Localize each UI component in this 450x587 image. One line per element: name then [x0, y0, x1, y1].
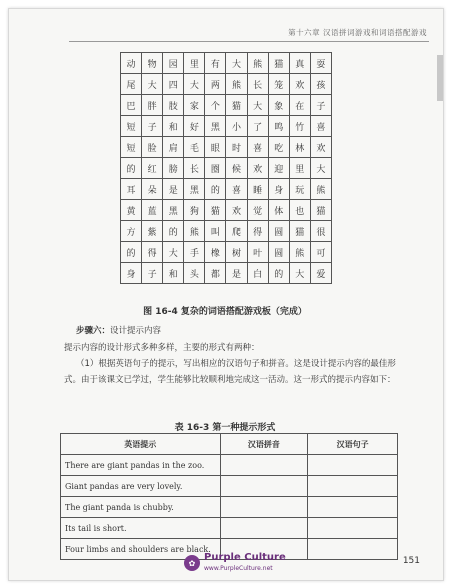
grid-cell: 身 — [268, 179, 289, 200]
grid-cell: 物 — [142, 53, 163, 74]
grid-cell: 猫 — [289, 221, 310, 242]
grid-cell: 喜 — [247, 137, 268, 158]
grid-cell: 喜 — [310, 116, 331, 137]
grid-cell: 很 — [310, 221, 331, 242]
grid-cell: 欢 — [310, 137, 331, 158]
table-row — [61, 497, 398, 518]
grid-cell: 眼 — [205, 137, 226, 158]
grid-cell: 爱 — [310, 263, 331, 284]
grid-cell: 圆 — [268, 221, 289, 242]
grid-cell: 身 — [121, 263, 142, 284]
grid-cell: 两 — [205, 74, 226, 95]
grid-cell: 猫 — [205, 200, 226, 221]
grid-cell: 欢 — [289, 74, 310, 95]
grid-cell: 得 — [247, 221, 268, 242]
grid-cell: 熊 — [226, 74, 247, 95]
grid-cell: 熊 — [310, 179, 331, 200]
grid-cell: 巴 — [121, 95, 142, 116]
table-row — [61, 518, 398, 539]
grid-cell: 黑 — [163, 200, 184, 221]
grid-cell: 手 — [184, 242, 205, 263]
grid-cell: 长 — [184, 158, 205, 179]
grid-cell: 可 — [310, 242, 331, 263]
paragraph-2: （1）根据英语句子的提示，写出相应的汉语句子和拼音。这是设计提示内容的最佳形式。由于该课文已学过，学生能够比较顺利地完成这一活动。这一形式的提示内容如下： — [64, 359, 396, 385]
grid-cell: 耍 — [310, 53, 331, 74]
english-hint: Its tail is short. — [61, 518, 221, 539]
header-rule — [69, 41, 429, 42]
chinese-cell — [308, 455, 398, 476]
grid-cell: 的 — [163, 221, 184, 242]
hint-table-header-row — [61, 434, 398, 455]
grid-cell: 毛 — [184, 137, 205, 158]
grid-cell: 耳 — [121, 179, 142, 200]
word-grid — [120, 52, 332, 284]
grid-cell: 鸣 — [268, 116, 289, 137]
grid-cell: 叶 — [247, 242, 268, 263]
grid-cell: 方 — [121, 221, 142, 242]
pinyin-cell — [220, 455, 308, 476]
grid-cell: 和 — [163, 116, 184, 137]
header-chinese: 汉语句子 — [308, 434, 398, 455]
chapter-tab — [437, 55, 443, 101]
logo-url: www.PurpleCulture.net — [204, 565, 273, 572]
grid-cell: 喜 — [226, 179, 247, 200]
logo-icon: ✿ — [184, 555, 200, 571]
grid-cell: 家 — [184, 95, 205, 116]
grid-row — [121, 116, 332, 137]
grid-cell: 林 — [289, 137, 310, 158]
grid-row — [121, 158, 332, 179]
grid-cell: 猫 — [310, 200, 331, 221]
watermark-logo — [184, 552, 286, 574]
grid-cell: 圈 — [205, 158, 226, 179]
grid-cell: 肢 — [163, 95, 184, 116]
running-head: 第十六章 汉语拼词游戏和词语搭配游戏 — [288, 28, 427, 37]
grid-cell: 真 — [289, 53, 310, 74]
grid-cell: 迎 — [268, 158, 289, 179]
step-heading — [76, 324, 161, 336]
chinese-cell — [308, 476, 398, 497]
grid-cell: 熊 — [247, 53, 268, 74]
grid-cell: 大 — [184, 74, 205, 95]
grid-cell: 笼 — [268, 74, 289, 95]
grid-cell: 和 — [163, 263, 184, 284]
header-english: 英语提示 — [61, 434, 221, 455]
grid-cell: 得 — [142, 242, 163, 263]
grid-cell: 象 — [268, 95, 289, 116]
grid-cell: 的 — [268, 263, 289, 284]
grid-cell: 是 — [226, 263, 247, 284]
figure-caption: 图 16-4 复杂的词语搭配游戏板（完成） — [143, 307, 307, 317]
grid-row — [121, 263, 332, 284]
grid-cell: 黄 — [121, 200, 142, 221]
grid-row — [121, 53, 332, 74]
grid-cell: 好 — [184, 116, 205, 137]
grid-cell: 个 — [205, 95, 226, 116]
grid-cell: 熊 — [184, 221, 205, 242]
chinese-cell — [308, 539, 398, 560]
grid-cell: 狗 — [184, 200, 205, 221]
grid-cell: 有 — [205, 53, 226, 74]
grid-cell: 树 — [226, 242, 247, 263]
grid-cell: 动 — [121, 53, 142, 74]
table-row — [61, 455, 398, 476]
grid-cell: 时 — [226, 137, 247, 158]
grid-cell: 爬 — [226, 221, 247, 242]
grid-cell: 大 — [142, 74, 163, 95]
grid-cell: 黑 — [184, 179, 205, 200]
grid-cell: 都 — [205, 263, 226, 284]
step-label: 步骤六： — [76, 326, 111, 336]
grid-cell: 长 — [247, 74, 268, 95]
table-row — [61, 476, 398, 497]
grid-row — [121, 200, 332, 221]
grid-cell: 子 — [142, 263, 163, 284]
grid-cell: 里 — [184, 53, 205, 74]
grid-cell: 大 — [310, 158, 331, 179]
grid-cell: 在 — [289, 95, 310, 116]
grid-cell: 猫 — [226, 95, 247, 116]
hint-table — [60, 433, 398, 560]
grid-cell: 玩 — [289, 179, 310, 200]
grid-cell: 大 — [226, 53, 247, 74]
grid-cell: 竹 — [289, 116, 310, 137]
grid-cell: 欢 — [247, 158, 268, 179]
grid-cell: 的 — [121, 158, 142, 179]
grid-cell: 的 — [205, 179, 226, 200]
grid-cell: 紫 — [142, 221, 163, 242]
grid-cell: 脸 — [142, 137, 163, 158]
step-text: 设计提示内容 — [110, 326, 162, 336]
grid-row — [121, 221, 332, 242]
pinyin-cell — [220, 518, 308, 539]
grid-cell: 短 — [121, 116, 142, 137]
grid-cell: 欢 — [226, 200, 247, 221]
grid-row — [121, 137, 332, 158]
grid-cell: 叫 — [205, 221, 226, 242]
grid-cell: 的 — [121, 242, 142, 263]
grid-cell: 朵 — [142, 179, 163, 200]
grid-cell: 觉 — [247, 200, 268, 221]
grid-row — [121, 242, 332, 263]
grid-cell: 白 — [247, 263, 268, 284]
logo-name: Purple Culture — [204, 552, 286, 563]
grid-row — [121, 95, 332, 116]
grid-cell: 体 — [268, 200, 289, 221]
grid-cell: 红 — [142, 158, 163, 179]
grid-row — [121, 179, 332, 200]
grid-cell: 大 — [163, 242, 184, 263]
grid-cell: 大 — [289, 263, 310, 284]
chinese-cell — [308, 518, 398, 539]
grid-cell: 短 — [121, 137, 142, 158]
pinyin-cell — [220, 476, 308, 497]
grid-cell: 四 — [163, 74, 184, 95]
grid-cell: 园 — [163, 53, 184, 74]
grid-cell: 睡 — [247, 179, 268, 200]
grid-cell: 候 — [226, 158, 247, 179]
grid-cell: 圆 — [268, 242, 289, 263]
grid-cell: 大 — [247, 95, 268, 116]
grid-cell: 是 — [163, 179, 184, 200]
english-hint: Giant pandas are very lovely. — [61, 476, 221, 497]
header-pinyin: 汉语拼音 — [220, 434, 308, 455]
grid-cell: 膀 — [163, 158, 184, 179]
pinyin-cell — [220, 497, 308, 518]
chinese-cell — [308, 497, 398, 518]
english-hint: There are giant pandas in the zoo. — [61, 455, 221, 476]
page-number: 151 — [402, 556, 420, 566]
grid-cell: 胖 — [142, 95, 163, 116]
english-hint: Four limbs and shoulders are black. — [61, 539, 221, 560]
grid-cell: 尾 — [121, 74, 142, 95]
grid-row — [121, 74, 332, 95]
grid-cell: 橡 — [205, 242, 226, 263]
grid-cell: 熊 — [289, 242, 310, 263]
grid-cell: 肩 — [163, 137, 184, 158]
grid-cell: 黑 — [205, 116, 226, 137]
grid-cell: 也 — [289, 200, 310, 221]
grid-cell: 吃 — [268, 137, 289, 158]
grid-cell: 子 — [142, 116, 163, 137]
grid-cell: 里 — [289, 158, 310, 179]
grid-cell: 孩 — [310, 74, 331, 95]
english-hint: The giant panda is chubby. — [61, 497, 221, 518]
grid-cell: 小 — [226, 116, 247, 137]
grid-cell: 了 — [247, 116, 268, 137]
grid-cell: 子 — [310, 95, 331, 116]
grid-cell: 蓝 — [142, 200, 163, 221]
grid-cell: 头 — [184, 263, 205, 284]
table-caption: 表 16-3 第一种提示形式 — [174, 423, 276, 433]
grid-cell: 猫 — [268, 53, 289, 74]
paragraph-1: 提示内容的设计形式多种多样，主要的形式有两种： — [64, 343, 260, 353]
